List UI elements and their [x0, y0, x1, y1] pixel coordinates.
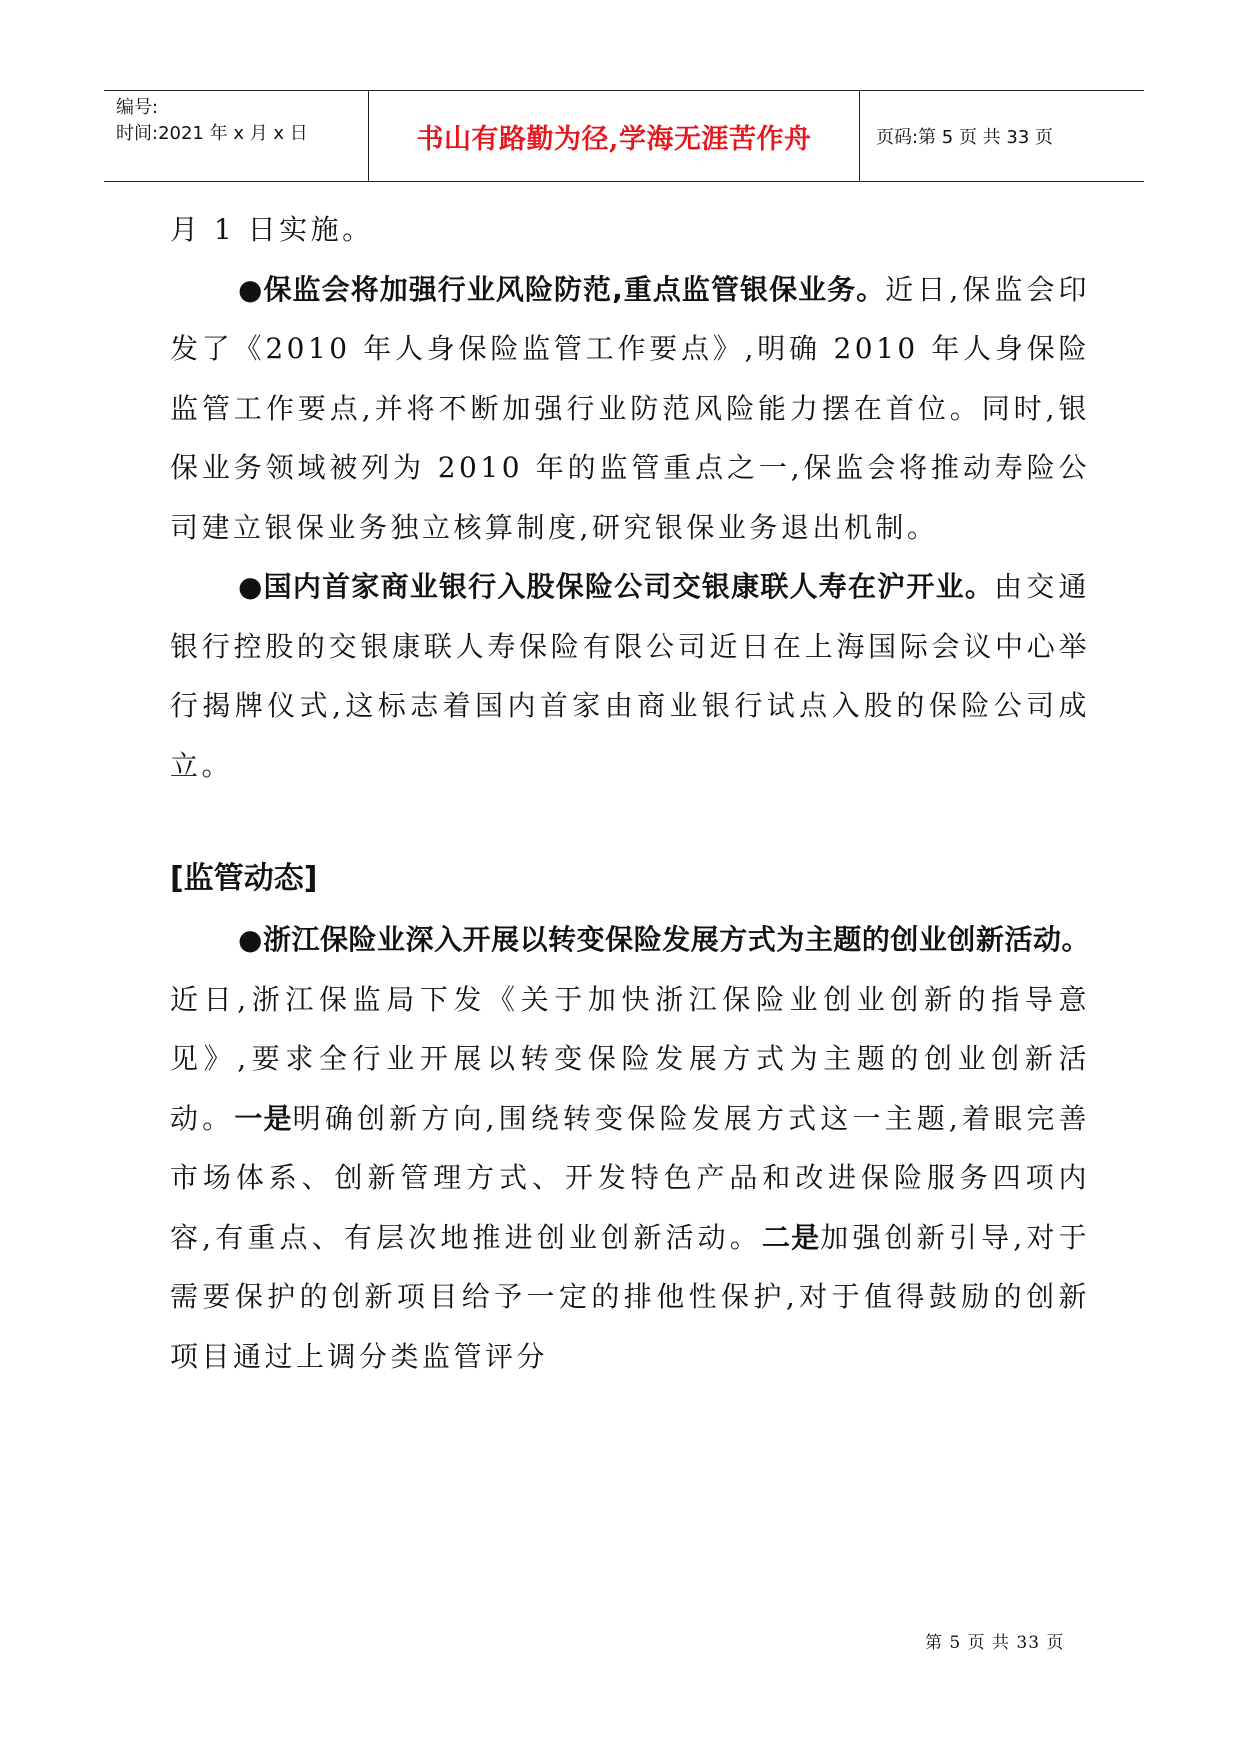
- paragraph-lead: ●国内首家商业银行入股保险公司交银康联人寿在沪开业。: [238, 570, 995, 603]
- paragraph-point-two: 二是: [761, 1220, 821, 1254]
- paragraph-text: 近日,保监会印发了《2010 年人身保险监管工作要点》,明确 2010 年人身保险监管工作要点,并将不断加强行业防范风险能力摆在首位。同时,银保业务领域被列为 2010 年的监管重点之一,保监会将推动寿险公司建立银保业务独立核算制度,研究银保业务退出机制。: [170, 272, 1090, 544]
- page-footer: 第 5 页 共 33 页: [925, 1633, 1065, 1653]
- document-time-label: 时间:2021 年 x 月 x 日: [116, 123, 308, 144]
- header-page-info: 页码:第 5 页 共 33 页: [876, 127, 1054, 148]
- header-motto: 书山有路勤为径,学海无涯苦作舟: [416, 123, 812, 155]
- header-meta: [104, 91, 368, 181]
- document-body: [170, 200, 1090, 1386]
- document-number-label: 编号:: [116, 97, 159, 118]
- paragraph-text: 加强创新引导,对于需要保护的创新项目给予一定的排他性保护,对于值得鼓励的创新项目通过上调分类监管评分: [170, 1220, 1090, 1373]
- paragraph-text: 由交通银行控股的交银康联人寿保险有限公司近日在上海国际会议中心举行揭牌仪式,这标志着国内首家由商业银行试点入股的保险公司成立。: [170, 570, 1090, 782]
- page-header: [104, 90, 1144, 182]
- paragraph-bank-insurance: [170, 557, 1090, 795]
- paragraph-zhejiang: [170, 910, 1090, 1386]
- section-heading: [监管动态]: [170, 861, 318, 896]
- paragraph-lead: ●浙江保险业深入开展以转变保险发展方式为主题的创业创新活动。: [238, 923, 1090, 956]
- paragraph-point-one: 一是: [234, 1101, 293, 1135]
- paragraph-text: 近日,浙江保监局下发《关于加快浙江保险业创业创新的指导意见》,要求全行业开展以转变保险发展方式为主题的创业创新活动。: [170, 982, 1090, 1135]
- paragraph-lead: ●保监会将加强行业风险防范,重点监管银保业务。: [238, 272, 886, 306]
- paragraph-continuation: 月 1 日实施。: [170, 213, 374, 246]
- paragraph-insurance-risk: [170, 260, 1090, 558]
- paragraph-text: 明确创新方向,围绕转变保险发展方式这一主题,着眼完善市场体系、创新管理方式、开发特色产品和改进保险服务四项内容,有重点、有层次地推进创业创新活动。: [170, 1101, 1090, 1254]
- header-motto-cell: [368, 91, 860, 181]
